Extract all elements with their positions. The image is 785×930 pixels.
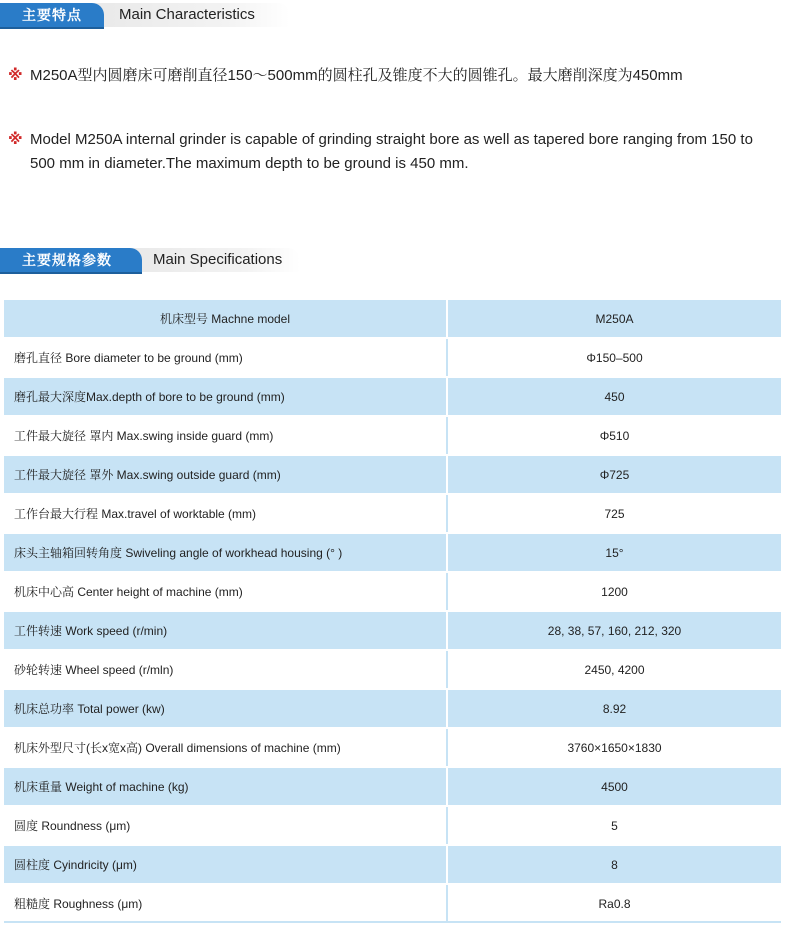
main-characteristics-header bbox=[0, 3, 290, 27]
table-cell-label: 圆柱度 Cyindricity (μm) bbox=[4, 845, 447, 884]
table-cell-label: 工件最大旋径 罩内 Max.swing inside guard (mm) bbox=[4, 416, 447, 455]
characteristic-cn-text: M250A型内圆磨床可磨削直径150～500mm的圆柱孔及锥度不大的圆锥孔。最大磨削深度为450mm bbox=[30, 67, 683, 84]
table-cell-label: 机床中心高 Center height of machine (mm) bbox=[4, 572, 447, 611]
header-title-en: Main Characteristics bbox=[119, 6, 255, 23]
table-row bbox=[4, 650, 781, 689]
table-row bbox=[4, 728, 781, 767]
table-cell-label: 机床外型尺寸(长x宽x高) Overall dimensions of machine (mm) bbox=[4, 728, 447, 767]
table-cell-label: 机床型号 Machne model bbox=[4, 300, 447, 338]
table-cell-value: Φ725 bbox=[447, 455, 781, 494]
header-tab-cn: 主要规格参数 bbox=[0, 248, 142, 272]
table-cell-value: M250A bbox=[447, 300, 781, 338]
specifications-table bbox=[4, 300, 781, 924]
table-row bbox=[4, 767, 781, 806]
table-cell-label: 床头主轴箱回转角度 Swiveling angle of workhead housing (° ) bbox=[4, 533, 447, 572]
table-cell-value: 5 bbox=[447, 806, 781, 845]
table-row bbox=[4, 611, 781, 650]
table-cell-value: 28, 38, 57, 160, 212, 320 bbox=[447, 611, 781, 650]
table-row bbox=[4, 455, 781, 494]
note-mark-icon: ※ bbox=[8, 131, 23, 148]
header-title-en: Main Specifications bbox=[153, 251, 283, 268]
table-cell-value: Φ510 bbox=[447, 416, 781, 455]
table-row bbox=[4, 845, 781, 884]
table-cell-value: Φ150–500 bbox=[447, 338, 781, 377]
table-cell-value: 450 bbox=[447, 377, 781, 416]
table-row bbox=[4, 338, 781, 377]
table-cell-value: 1200 bbox=[447, 572, 781, 611]
table-cell-label: 工件转速 Work speed (r/min) bbox=[4, 611, 447, 650]
table-row bbox=[4, 494, 781, 533]
table-cell-value: 8 bbox=[447, 845, 781, 884]
characteristic-en-text: Model M250A internal grinder is capable of grinding straight bore as well as tapered bore ranging from 150 to 500 mm in diameter.The maximum depth to be ground is 450 mm. bbox=[30, 131, 753, 172]
table-cell-label: 磨孔直径 Bore diameter to be ground (mm) bbox=[4, 338, 447, 377]
main-specifications-header bbox=[0, 248, 300, 272]
table-cell-value: 8.92 bbox=[447, 689, 781, 728]
table-row bbox=[4, 806, 781, 845]
table-row bbox=[4, 689, 781, 728]
table-cell-value: Ra0.8 bbox=[447, 884, 781, 923]
header-tab-cn: 主要特点 bbox=[0, 3, 104, 27]
table-cell-label: 机床重量 Weight of machine (kg) bbox=[4, 767, 447, 806]
table-cell-label: 机床总功率 Total power (kw) bbox=[4, 689, 447, 728]
table-cell-value: 15° bbox=[447, 533, 781, 572]
table-bottom-divider bbox=[4, 921, 781, 923]
table-cell-label: 粗糙度 Roughness (μm) bbox=[4, 884, 447, 923]
table-row bbox=[4, 533, 781, 572]
table-cell-value: 725 bbox=[447, 494, 781, 533]
table-row bbox=[4, 884, 781, 923]
table-cell-value: 2450, 4200 bbox=[447, 650, 781, 689]
table-cell-value: 3760×1650×1830 bbox=[447, 728, 781, 767]
characteristic-en bbox=[8, 128, 781, 176]
table-cell-label: 磨孔最大深度Max.depth of bore to be ground (mm) bbox=[4, 377, 447, 416]
table-cell-label: 工件最大旋径 罩外 Max.swing outside guard (mm) bbox=[4, 455, 447, 494]
table-row bbox=[4, 572, 781, 611]
table-row bbox=[4, 377, 781, 416]
table-header-row bbox=[4, 300, 781, 338]
characteristic-cn bbox=[8, 64, 781, 88]
table-row bbox=[4, 416, 781, 455]
table-cell-label: 圆度 Roundness (μm) bbox=[4, 806, 447, 845]
table-cell-value: 4500 bbox=[447, 767, 781, 806]
table-cell-label: 工作台最大行程 Max.travel of worktable (mm) bbox=[4, 494, 447, 533]
table-cell-label: 砂轮转速 Wheel speed (r/mln) bbox=[4, 650, 447, 689]
note-mark-icon: ※ bbox=[8, 67, 23, 84]
